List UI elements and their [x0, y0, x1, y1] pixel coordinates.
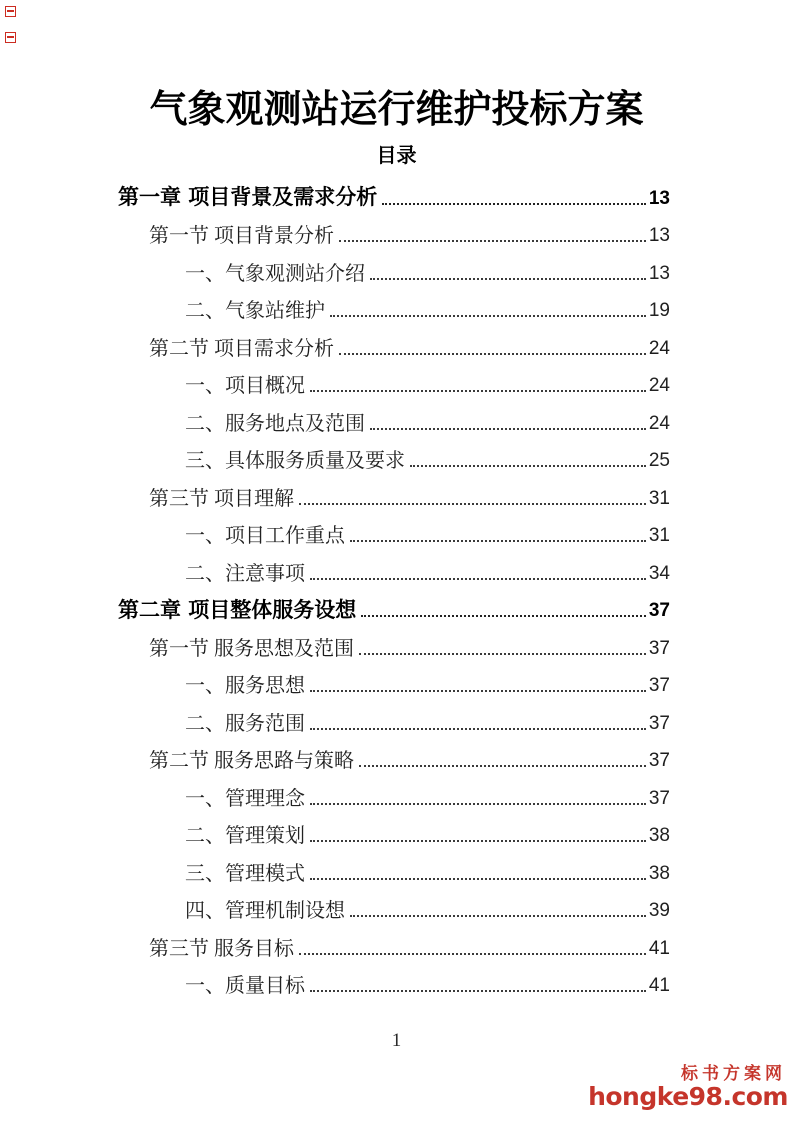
toc-dot-leader	[310, 690, 646, 692]
red-stamp-fragment-icon	[5, 32, 16, 43]
toc-entry-page-number: 37	[648, 675, 670, 697]
toc-entry-label: 一、气象观测站介绍	[185, 262, 365, 285]
toc-entry-page-number: 13	[648, 187, 670, 209]
toc-entry-page-number: 19	[648, 300, 670, 322]
toc-entry[interactable]	[118, 514, 670, 552]
toc-dot-leader	[350, 540, 646, 542]
watermark-site-url: hongke98.com	[588, 1082, 788, 1111]
toc-entry[interactable]	[118, 476, 670, 514]
toc-dot-leader	[299, 503, 646, 505]
toc-dot-leader	[310, 878, 646, 880]
toc-dot-leader	[370, 278, 646, 280]
toc-entry-page-number: 24	[648, 375, 670, 397]
toc-dot-leader	[310, 990, 646, 992]
toc-entry[interactable]	[118, 664, 670, 702]
toc-entry-page-number: 37	[648, 750, 670, 772]
toc-dot-leader	[361, 615, 646, 617]
document-title: 气象观测站运行维护投标方案	[149, 87, 644, 131]
toc-entry-label: 二、服务地点及范围	[185, 412, 365, 435]
toc-entry-label: 第三节 服务目标	[149, 937, 294, 960]
watermark-site-name: 标书方案网	[681, 1064, 786, 1084]
toc-entry-label: 二、注意事项	[185, 562, 305, 585]
toc-heading: 目录	[376, 142, 417, 167]
toc-entry-page-number: 37	[648, 637, 670, 659]
toc-entry[interactable]	[118, 889, 670, 927]
toc-dot-leader	[370, 428, 646, 430]
toc-entry-label: 第一节 服务思想及范围	[149, 637, 354, 660]
toc-entry-page-number: 41	[648, 975, 670, 997]
toc-dot-leader	[339, 353, 646, 355]
toc-entry-label: 一、项目工作重点	[185, 525, 345, 547]
toc-entry-page-number: 31	[648, 525, 670, 547]
toc-entry[interactable]	[118, 776, 670, 814]
toc-entry-label: 一、管理理念	[185, 787, 305, 810]
toc-entry-label: 第二章 项目整体服务设想	[118, 597, 357, 622]
toc-dot-leader	[310, 803, 646, 805]
toc-entry[interactable]	[118, 701, 670, 739]
toc-entry[interactable]	[118, 626, 670, 664]
toc-entry[interactable]	[118, 964, 670, 1002]
footer-page-number: 1	[391, 1030, 402, 1051]
table-of-contents	[118, 176, 670, 1001]
toc-entry-page-number: 13	[648, 225, 670, 247]
toc-entry-page-number: 13	[648, 262, 670, 284]
toc-entry-label: 三、管理模式	[185, 862, 305, 885]
toc-entry-page-number: 24	[648, 412, 670, 434]
toc-entry-page-number: 37	[648, 712, 670, 734]
toc-dot-leader	[350, 915, 646, 917]
toc-entry-page-number: 38	[648, 825, 670, 847]
toc-dot-leader	[359, 653, 646, 655]
toc-entry-page-number: 34	[648, 562, 670, 584]
toc-entry-label: 第二节 服务思路与策略	[149, 750, 354, 772]
toc-entry-label: 第一节 项目背景分析	[149, 225, 334, 247]
toc-entry-label: 一、质量目标	[185, 975, 305, 997]
toc-entry[interactable]	[118, 439, 670, 477]
toc-dot-leader	[330, 315, 646, 317]
toc-entry-page-number: 24	[648, 337, 670, 359]
toc-entry-page-number: 31	[648, 487, 670, 509]
toc-entry[interactable]	[118, 401, 670, 439]
toc-entry-page-number: 37	[648, 787, 670, 809]
toc-entry[interactable]	[118, 326, 670, 364]
toc-entry-label: 第三节 项目理解	[149, 487, 294, 510]
red-stamp-fragment-icon	[5, 6, 16, 17]
toc-entry-label: 四、管理机制设想	[185, 900, 345, 922]
toc-entry[interactable]	[118, 589, 670, 627]
toc-entry[interactable]	[118, 289, 670, 327]
toc-dot-leader	[310, 578, 646, 580]
toc-entry-label: 第二节 项目需求分析	[149, 337, 334, 360]
toc-entry[interactable]	[118, 851, 670, 889]
toc-dot-leader	[339, 240, 646, 242]
toc-entry-label: 三、具体服务质量及要求	[185, 450, 405, 472]
toc-entry[interactable]	[118, 176, 670, 214]
toc-entry[interactable]	[118, 814, 670, 852]
site-watermark-link[interactable]	[588, 1066, 788, 1109]
toc-entry-label: 二、管理策划	[185, 825, 305, 847]
toc-entry-label: 第一章 项目背景及需求分析	[118, 185, 378, 210]
toc-entry[interactable]	[118, 251, 670, 289]
toc-entry-label: 二、服务范围	[185, 712, 305, 735]
toc-dot-leader	[382, 203, 646, 205]
corner-marks	[5, 6, 19, 58]
toc-dot-leader	[410, 465, 646, 467]
toc-entry-page-number: 38	[648, 862, 670, 884]
toc-entry[interactable]	[118, 364, 670, 402]
toc-entry-label: 二、气象站维护	[185, 300, 325, 322]
toc-entry-page-number: 37	[648, 600, 670, 622]
toc-entry-label: 一、项目概况	[185, 375, 305, 397]
toc-dot-leader	[310, 728, 646, 730]
toc-dot-leader	[310, 390, 646, 392]
toc-dot-leader	[299, 953, 646, 955]
toc-entry[interactable]	[118, 551, 670, 589]
toc-entry-page-number: 39	[648, 900, 670, 922]
toc-entry[interactable]	[118, 214, 670, 252]
toc-entry[interactable]	[118, 926, 670, 964]
toc-dot-leader	[359, 765, 646, 767]
toc-entry-label: 一、服务思想	[185, 675, 305, 697]
toc-entry-page-number: 41	[648, 937, 670, 959]
toc-entry[interactable]	[118, 739, 670, 777]
toc-dot-leader	[310, 840, 646, 842]
toc-entry-page-number: 25	[648, 450, 670, 472]
